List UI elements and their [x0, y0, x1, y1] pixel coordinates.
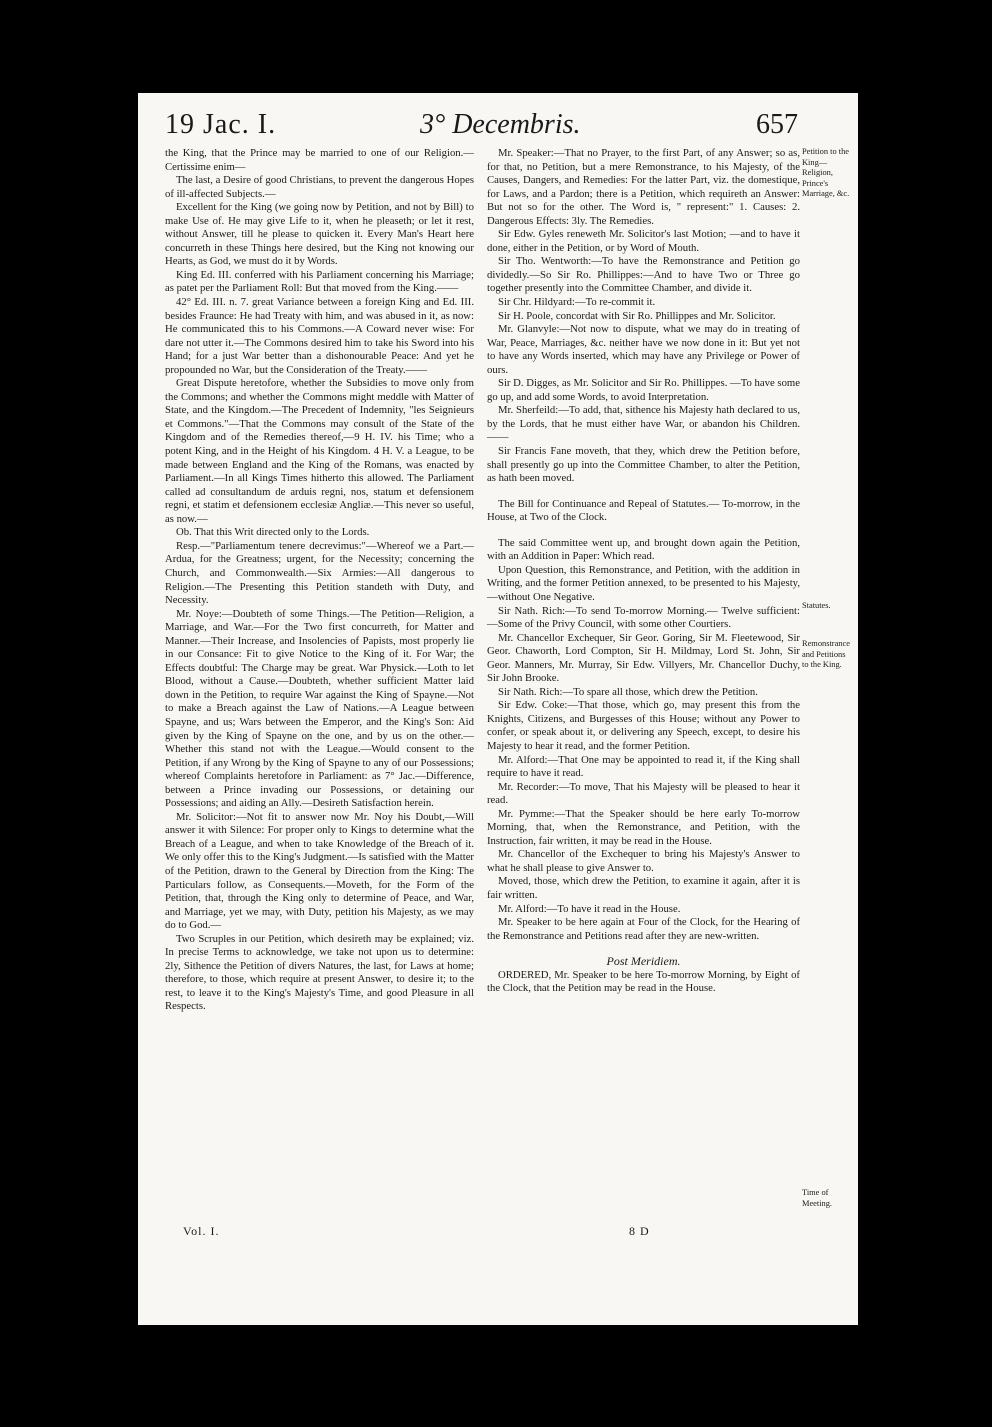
section-heading: Post Meridiem.: [606, 954, 681, 969]
margin-note-meeting: Time of Meeting.: [802, 1188, 833, 1208]
paragraph: Great Dispute heretofore, whether the Subsidies to move only from the Commons; and whether the Commons might meddle with Matter of State, and the Kingdom.—The Precedent of Indemnity, "les Seignieurs et Commons."—That the Commons may consult of the State of the Kingdom and of the Remedies thereof,—9 H. IV. his Time; who a potent King, and in the Height of his Kingdom. 4 H. V. a League, to be made between England and the King of the Romans, was enacted by Parliament.—In all Kings Times hitherto this allowed. The Parliament called ad consultandum de arduis regni, nos, statum et defensionem regni, et statim et defensionem ecclesiæ Angliæ.—This never so useful, as now.—: [165, 377, 474, 525]
statutes-paragraph: The Bill for Continuance and Repeal of Statutes.— To-morrow, in the House, at Two of the Clock.: [487, 497, 800, 524]
paragraph: Excellent for the King (we going now by Petition, and not by Bill) to make Use of. He may give Life to it, when he pleaseth; or let it rest, without Answer, till he please to quicken it. Every Man's Heart here concurreth in these Things here desired, but the King not knowing our Hearts, as God, we must do it by Words.: [165, 201, 474, 268]
paragraph: Mr. Sherfeild:—To add, that, sithence his Majesty hath declared to us, by the Lords, that he must either have War, or abandon his Children.——: [487, 404, 800, 444]
right-column: [487, 147, 800, 996]
paragraph: Mr. Speaker to be here again at Four of the Clock, for the Hearing of the Remonstrance and Petitions read after they are new-written.: [487, 916, 800, 942]
left-column: [165, 147, 474, 1014]
paragraph: Sir Edw. Gyles reneweth Mr. Solicitor's last Motion; —and to have it done, either in the Petition, or by Word of Mouth.: [487, 228, 800, 254]
paragraph: Moved, those, which drew the Petition, to examine it again, after it is fair written.: [487, 875, 800, 901]
paragraph: Mr. Speaker:—That no Prayer, to the first Part, of any Answer; so as, for that, no Petition, but a mere Remonstrance, to his Majesty, of the Causes, Dangers, and Remedies: For the latter Part, viz. the domestique, for Laws, and a Pardon; there is a Petition, which requireth an Answer: But not so for the other. The Word is, " represent:" 1. Causes: 2. Dangerous Effects: 3ly. The Remedies.: [487, 147, 800, 227]
paragraph: Resp.—"Parliamentum tenere decrevimus:"—Whereof we a Part.—Ardua, for the Greatness; urgent, for the Necessity; concerning the Church, and Commonwealth.—Six Armies:—All dangerous to Religion.—The Presenting this Petition standeth with Duty, and Necessity.: [165, 539, 474, 607]
paragraph: The last, a Desire of good Christians, to prevent the dangerous Hopes of ill-affected Subjects.—: [165, 174, 474, 200]
paragraph: Two Scruples in our Petition, which desireth may be explained; viz. In precise Terms to acknowledge, we take not upon us to determine: 2ly, Sithence the Petition of divers Natures, the last, for Laws at home; therefore, to those, which require at present Answer, to desire it; to the rest, to leave it to the King's Majesty's Time, and good Pleasure in all Respects.: [165, 932, 474, 1013]
paragraph: 42° Ed. III. n. 7. great Variance between a foreign King and Ed. III. besides Fraunce: He had Treaty with him, and was abused in it, as now: He communicated this to his Commons.—A Coward never wise: For dare not utter it.—The Commons desired him to take his Sword into his Hand; for a just War better than a dishonourable Peace: And yet he propounded no War, but the Consideration of the Treaty.——: [165, 296, 474, 376]
paragraph: Mr. Solicitor:—Not fit to answer now Mr. Noy his Doubt,—Will answer it with Silence: For proper only to Kings to determine what the Breach of a League, and when to take Knowledge of the Breach of it. We only offer this to the King's Judgment.—Is satisfied with the Matter of the Petition, drawn to the General by Direction from the King: The Particulars follow, as Consequents.—Moveth, for the Form of the Petition, that, through the King only to determine of Peace, and War, and Marriage, yet we may, with Duty, petition his Majesty, as we may do to God.—: [165, 810, 474, 932]
paragraph: Upon Question, this Remonstrance, and Petition, with the addition in Writing, and the former Petition annexed, to be presented to his Majesty,—without One Negative.: [487, 563, 800, 603]
running-head-date: 3° Decembris.: [420, 109, 581, 140]
paragraph: Ob. That this Writ directed only to the Lords.: [176, 526, 370, 539]
page-number: 657: [756, 109, 798, 140]
paragraph: Mr. Pymme:—That the Speaker should be here early To-morrow Morning, that, when the Remonstrance, and Petition, with the Instruction, fair written, it may be read in the House.: [487, 807, 800, 847]
margin-note-petition: Petition to the King—Religion, Prince's Marriage, &c.: [802, 147, 850, 198]
paragraph: Sir D. Digges, as Mr. Solicitor and Sir Ro. Phillippes. —To have some go up, and add some Words, to avoid Interpretation.: [487, 377, 800, 403]
volume-label: Vol. I.: [183, 1224, 220, 1238]
page-header: [138, 109, 858, 145]
paragraph: King Ed. III. conferred with his Parliament concerning his Marriage; as patet per the Parliament Roll: But that moved from the King.——: [165, 268, 474, 295]
margin-note-remonstrance: Remonstrance and Petitions to the King.: [802, 639, 850, 669]
paragraph: Mr. Glanvyle:—Not now to dispute, what we may do in treating of War, Peace, Marriages, &c. neither have we now done in it: But yet not to have any Words inserted, which may have any Privilege or Power of ours.: [487, 323, 800, 376]
paragraph: Sir Francis Fane moveth, that they, which drew the Petition before, shall presently go up into the Committee Chamber, to alter the Petition, as hath been moved.: [487, 445, 800, 485]
paragraph: Mr. Chancellor Exchequer, Sir Geor. Goring, Sir M. Fleetewood, Sir Geor. Chaworth, Lord Compton, Sir H. Mildmay, Lord St. John, Sir Geor. Manners, Mr. Murray, Sir Edw. Villyers, Mr. Chancellor Duchy, Sir John Brooke.: [487, 631, 800, 685]
paragraph: Sir Chr. Hildyard:—To re-commit it.: [498, 296, 656, 309]
paragraph: Sir Nath. Rich:—To send To-morrow Morning.— Twelve sufficient:—Some of the Privy Council, with some other Courtiers.: [487, 604, 800, 631]
paragraph: Mr. Alford:—That One may be appointed to read it, if the King shall require to have it read.: [487, 753, 800, 780]
signature-mark: 8 D: [629, 1224, 650, 1238]
running-head-left: 19 Jac. I.: [165, 109, 277, 140]
paragraph: Sir Tho. Wentworth:—To have the Remonstrance and Petition go dividedly.—So Sir Ro. Phillippes:—And to have Two or Three go together presently into the Committee Chamber, and divide it.: [487, 255, 800, 295]
paragraph: the King, that the Prince may be married to one of our Religion.—Certissime enim—: [165, 147, 474, 173]
margin-note-statutes: Statutes.: [802, 601, 831, 610]
paragraph: Sir Nath. Rich:—To spare all those, which drew the Petition.: [498, 685, 758, 698]
paragraph: Sir H. Poole, concordat with Sir Ro. Phillippes and Mr. Solicitor.: [498, 309, 776, 322]
paragraph: Mr. Alford:—To have it read in the House.: [498, 902, 681, 915]
paragraph: Mr. Recorder:—To move, That his Majesty will be pleased to hear it read.: [487, 780, 800, 807]
ordered-paragraph: ORDERED, Mr. Speaker to be here To-morrow Morning, by Eight of the Clock, that the Petition may be read in the House.: [487, 968, 800, 995]
paragraph: Mr. Chancellor of the Exchequer to bring his Majesty's Answer to what he shall please to give Answer to.: [487, 848, 800, 874]
paragraph: Mr. Noye:—Doubteth of some Things.—The Petition—Religion, a Marriage, and War.—For the Two first concurreth, for Matter and Manner.—Their Increase, and Insolencies of Papists, most properly lie in our Consance: Fit to give Notice to the King of it. For War; the Effects doubtful: The Charge may be great. War Physick.—Loth to let Blood, without a Cause.—Doubteth, whether sufficient Matter laid down in the Petition, to require War against the King of Spayne.—Not to make a Breach against the Law of Nations.—A League between Spayne, and us; Wars between the Emperor, and the King's Son: Aid given by the King of Spayne on the one, and by us on the other.—Whether this stand not with the League.—Would consent to the Petition, if any Wrong by the King of Spayne to any of our Possessions; whereof Complaints heretofore in Parliament: as 7° Jac.—Difference, between a Prince invading our Possessions, or detaining our Possessions; and aiding an Ally.—Desireth Satisfaction herein.: [165, 607, 474, 810]
document-page: [138, 93, 858, 1325]
paragraph: Sir Edw. Coke:—That those, which go, may present this from the Knights, Citizens, and Burgesses of this House; without any Power to confer, or speak about it, or delivering any Speech, except, to desire his Majesty to hear it read, and the former Petition.: [487, 699, 800, 752]
paragraph: The said Committee went up, and brought down again the Petition, with an Addition in Paper: Which read.: [487, 536, 800, 563]
